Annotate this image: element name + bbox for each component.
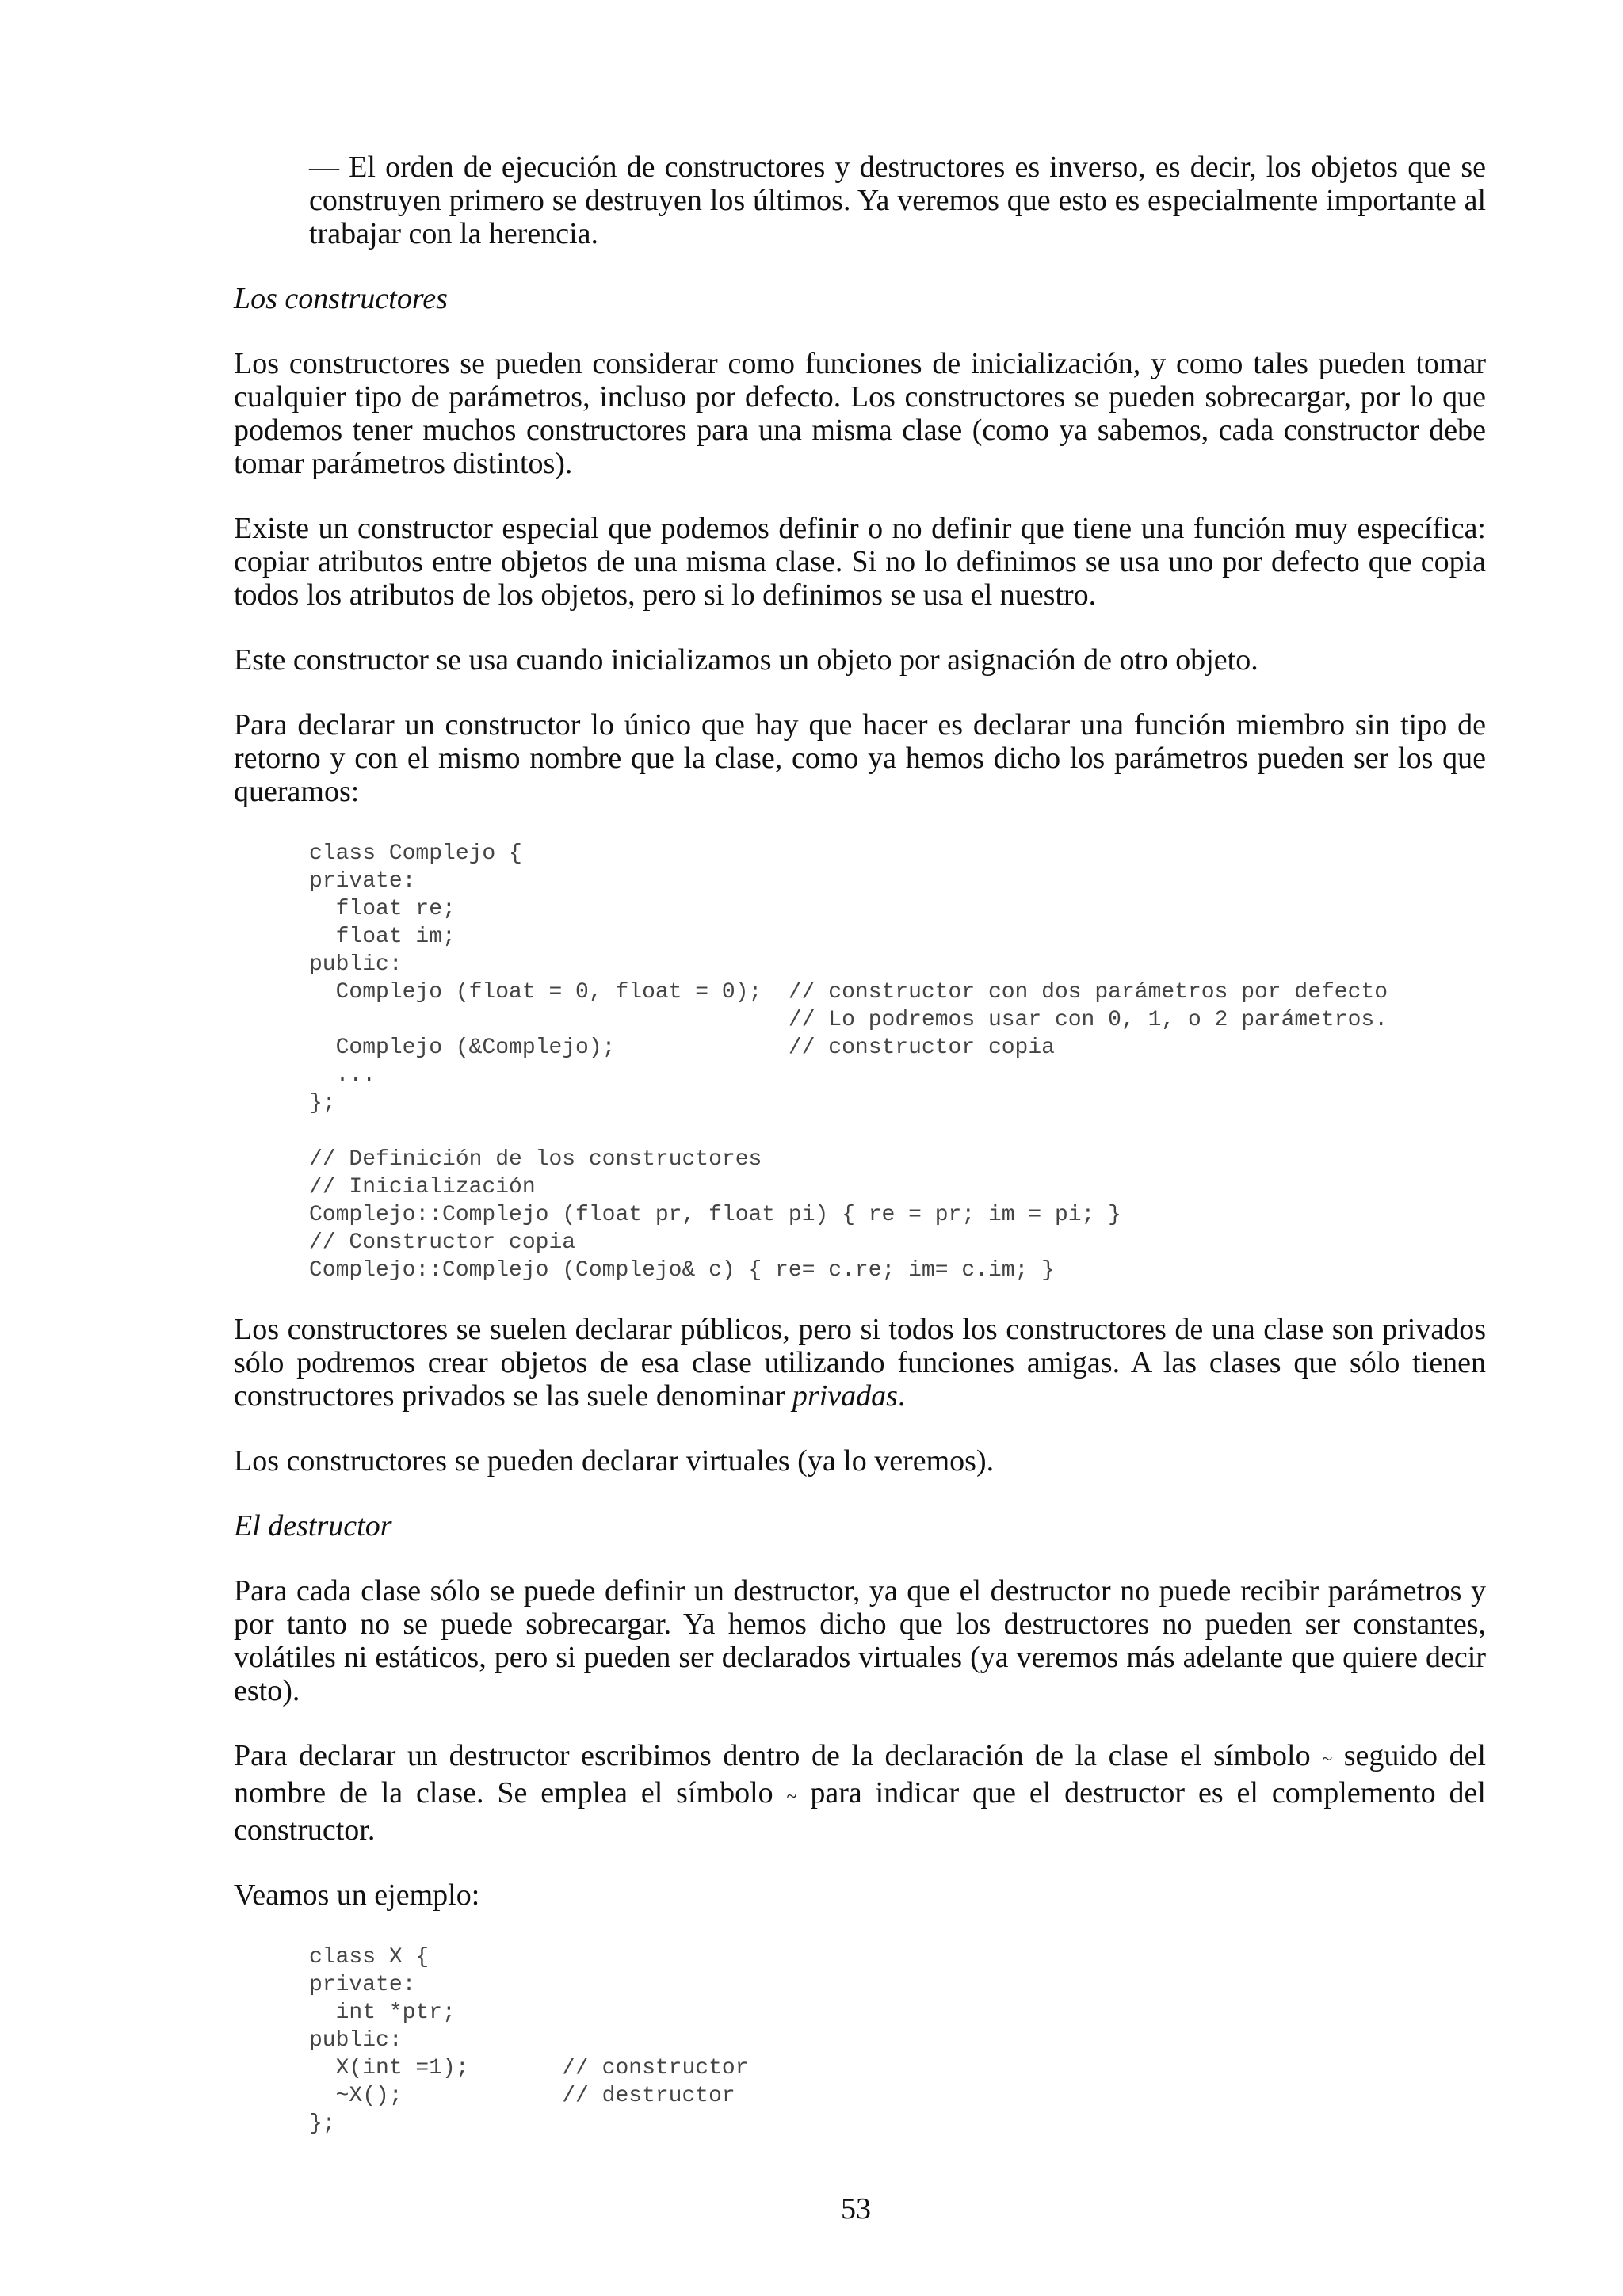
term-privadas: privadas [792, 1379, 898, 1413]
paragraph-virtual-constructors: Los constructores se pueden declarar virtuales (ya lo veremos). [234, 1444, 995, 1478]
code-block-complejo-definitions: // Definición de los constructores // Inicialización Complejo::Complejo (float pr, float pi) { re = pr; im = pi; } // Constructor copia Complejo::Complejo (Complejo& c) { re= c.re; im= c.im; } [309, 1147, 1121, 1283]
paragraph-public-private [234, 1313, 1486, 1413]
page-content [234, 151, 1486, 2166]
paragraph-special-constructor: Existe un constructor especial que podemos definir o no definir que tiene una función muy específica: copiar atributos entre objetos de una misma clase. Si no lo definimos se usa uno por defecto que copia todos los atributos de los objetos, pero si lo definimos se usa el nuestro. [234, 512, 1486, 612]
code-block-complejo-class: class Complejo { private: float re; float im; public: Complejo (float = 0, float = 0); // constructor con dos parámetros por defecto // Lo podremos usar con 0, 1, o 2 parámetros. Complejo (&Complejo); // constructor copia ... }; [309, 841, 1388, 1116]
paragraph-declare-destructor-part1: Para declarar un destructor escribimos dentro de la declaración de la clase el símbolo [234, 1739, 1323, 1772]
paragraph-example-intro: Veamos un ejemplo: [234, 1878, 480, 1912]
paragraph-public-private-text: Los constructores se suelen declarar públicos, pero si todos los constructores de una clase son privados sólo podremos crear objetos de esa clase utilizando funciones amigas. A las clases que sólo tienen constructores privados se las suele denominar [234, 1313, 1486, 1413]
paragraph-declare-destructor-part3: para indicar que el destructor es el complemento del constructor. [234, 1776, 1486, 1847]
paragraph-init-functions: Los constructores se pueden considerar como funciones de inicialización, y como tales pueden tomar cualquier tipo de parámetros, incluso por defecto. Los constructores se pueden sobrecargar, por lo que podemos tener muchos constructores para una misma clase (como ya sabemos, cada constructor debe tomar parámetros distintos). [234, 347, 1486, 480]
tilde-symbol: ~ [1322, 1749, 1333, 1770]
page-number: 53 [841, 2192, 871, 2225]
paragraph-declare-destructor-part2: seguido del nombre de la clase. Se emplea el símbolo [234, 1739, 1486, 1810]
paragraph-assignment: Este constructor se usa cuando inicializamos un objeto por asignación de otro objeto. [234, 643, 1258, 677]
paragraph-execution-order: — El orden de ejecución de constructores y destructores es inverso, es decir, los objetos que se construyen primero se destruyen los últimos. Ya veremos que esto es especialmente importante al trabajar con la herencia. [309, 151, 1486, 250]
paragraph-public-private-end: . [897, 1379, 906, 1413]
section-heading-constructores: Los constructores [234, 282, 448, 315]
paragraph-declare-constructor: Para declarar un constructor lo único que hay que hacer es declarar una función miembro sin tipo de retorno y con el mismo nombre que la clase, como ya hemos dicho los parámetros pueden ser los que queramos: [234, 708, 1486, 808]
paragraph-one-destructor: Para cada clase sólo se puede definir un destructor, ya que el destructor no puede recibir parámetros y por tanto no se puede sobrecargar. Ya hemos dicho que los destructores no pueden ser constantes, volátiles ni estáticos, pero si pueden ser declarados virtuales (ya veremos más adelante que quiere decir esto). [234, 1574, 1486, 1707]
tilde-symbol: ~ [786, 1787, 797, 1807]
paragraph-declare-destructor [234, 1739, 1486, 1847]
section-heading-destructor: El destructor [234, 1509, 392, 1543]
code-block-x-class: class X { private: int *ptr; public: X(int =1); // constructor ~X(); // destructor }; [309, 1945, 749, 2136]
